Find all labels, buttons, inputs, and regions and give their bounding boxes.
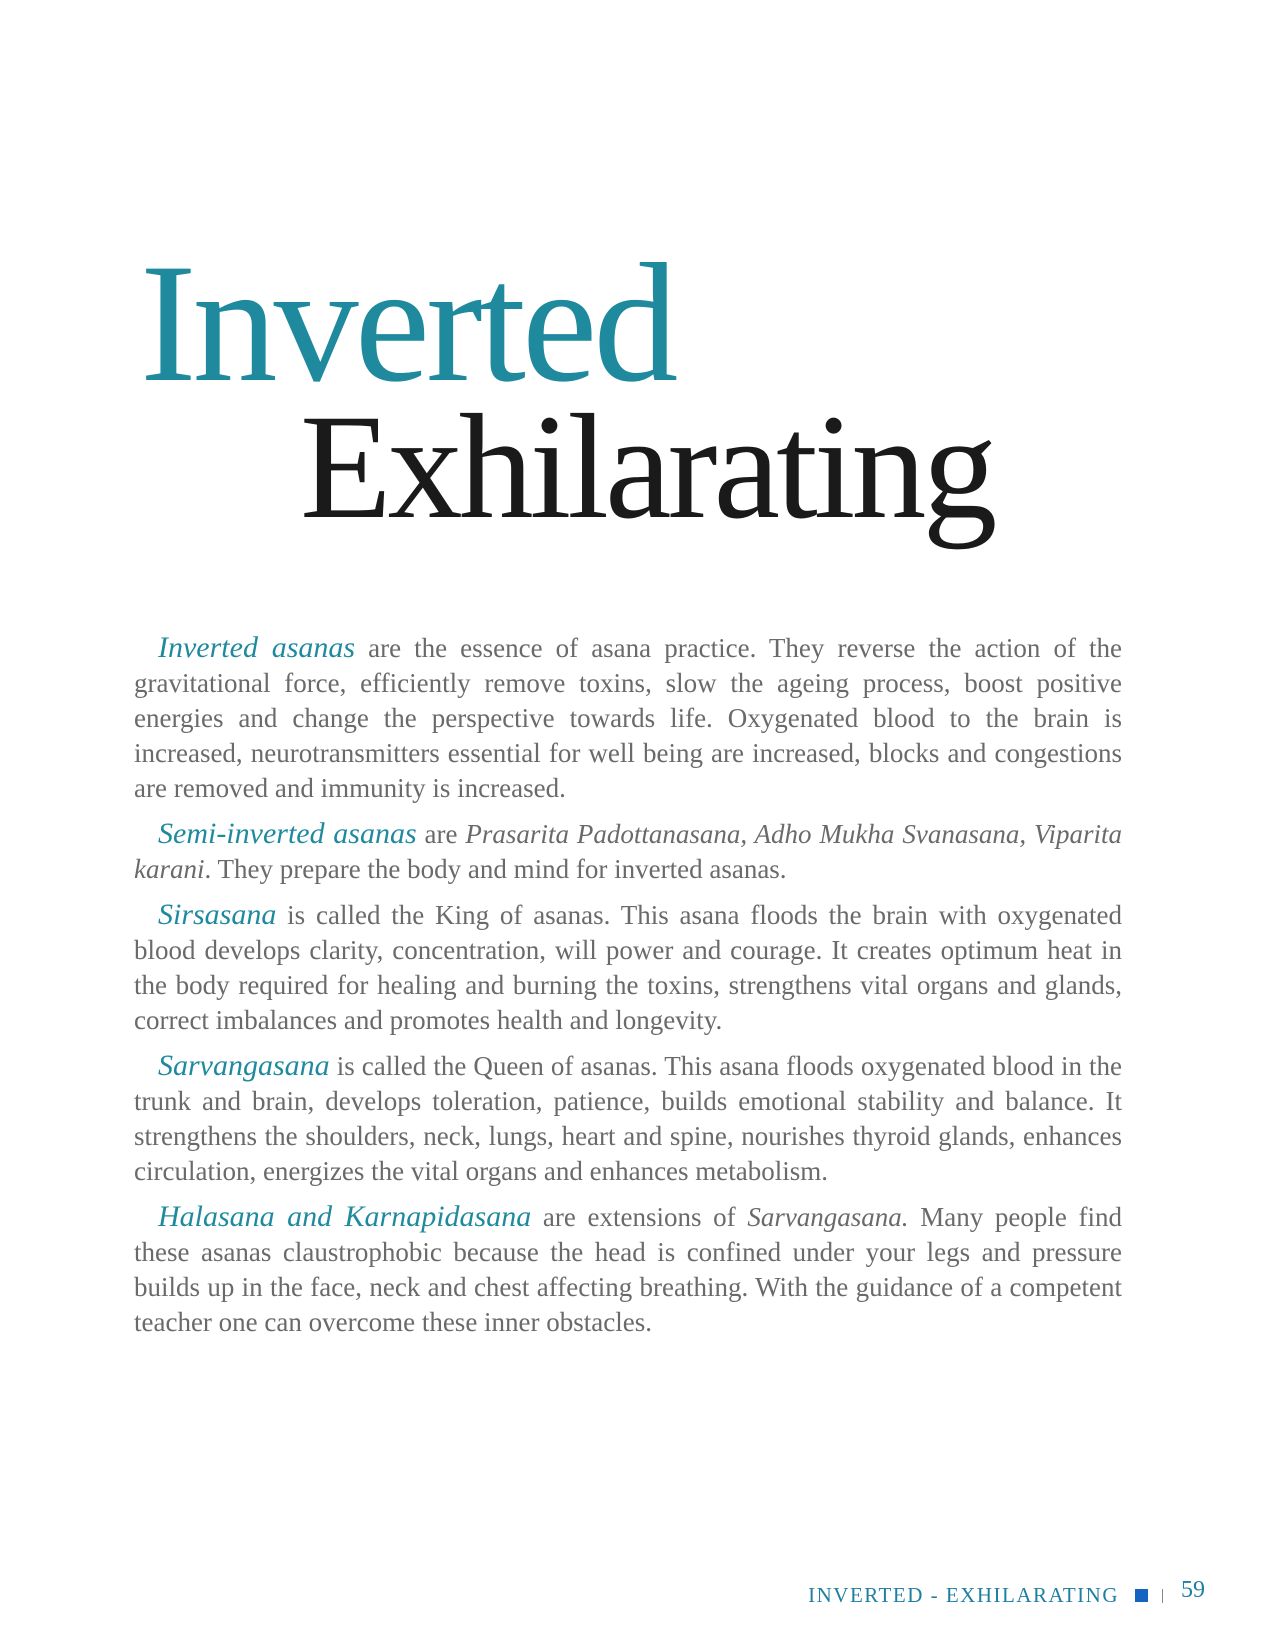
paragraph-text: are the essence of asana practice. They reverse the action of the gravitational force, efficiently remove toxins, slow the ageing process, boost positive energies and change the perspective towards life. Oxygenated blood to the brain is increased, neurotransmitters essential for well being are increased, blocks and congestions are removed and immunity is increased. bbox=[134, 633, 1123, 803]
paragraph-text: is called the Queen of asanas. This asana floods oxygenated blood in the trunk and brain, develops toleration, patience, builds emotional stability and balance. It strengthens the shoulders, neck, lungs, heart and spine, nourishes thyroid glands, enhances circulation, energizes the vital organs and enhances metabolism. bbox=[134, 1051, 1122, 1186]
term-halasana-karnapidasana: Halasana and Karnapidasana bbox=[158, 1200, 532, 1233]
page-number: 59 bbox=[1181, 1577, 1205, 1603]
page-footer bbox=[808, 1577, 1205, 1609]
footer-divider bbox=[1162, 1589, 1163, 1603]
term-sarvangasana: Sarvangasana bbox=[158, 1049, 330, 1082]
square-marker-icon bbox=[1135, 1589, 1148, 1602]
asana-name-list: Prasarita Padottanasana, Adho Mukha Svanasana, Viparita karani bbox=[134, 819, 1122, 884]
body-text bbox=[134, 630, 1122, 1350]
title-line-2: Exhilarating bbox=[300, 384, 994, 550]
paragraph-text: Many people find these asanas claustrophobic because the head is confined under your legs and pressure builds up in the face, neck and chest affecting breathing. With the guidance of a competent teacher one can overcome these inner obstacles. bbox=[134, 1202, 1123, 1337]
paragraph-semi-inverted-asanas bbox=[134, 816, 1122, 887]
paragraph-text: . They prepare the body and mind for inverted asanas. bbox=[204, 854, 787, 884]
paragraph-halasana bbox=[134, 1199, 1122, 1340]
paragraph-inverted-asanas bbox=[134, 630, 1122, 806]
paragraph-sarvangasana bbox=[134, 1048, 1122, 1189]
paragraph-text: are extensions of bbox=[531, 1202, 748, 1232]
term-semi-inverted-asanas: Semi-inverted asanas bbox=[158, 817, 417, 850]
paragraph-text: are bbox=[416, 819, 466, 849]
paragraph-sirsasana bbox=[134, 897, 1122, 1038]
paragraph-text: is called the King of asanas. This asana floods the brain with oxygenated blood develops clarity, concentration, will power and courage. It creates optimum heat in the body required for healing and burning the toxins, strengthens vital organs and glands, correct imbalances and promotes health and longevity. bbox=[134, 900, 1122, 1035]
asana-name-sarvangasana: Sarvangasana. bbox=[747, 1202, 909, 1232]
title-line-1: Inverted bbox=[140, 229, 675, 417]
footer-section-title: INVERTED - EXHILARATING bbox=[808, 1583, 1119, 1607]
term-sirsasana: Sirsasana bbox=[158, 898, 277, 931]
term-inverted-asanas: Inverted asanas bbox=[158, 631, 356, 664]
